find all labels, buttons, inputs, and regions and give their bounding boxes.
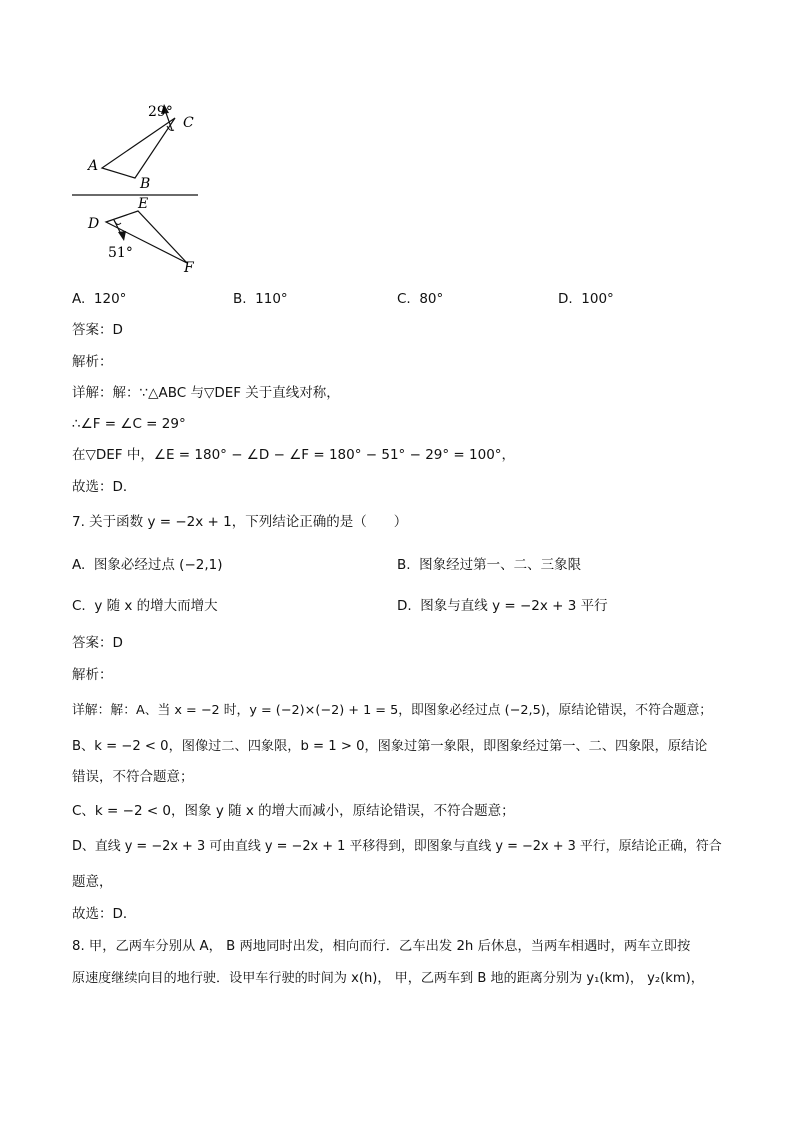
q7-option-b: B. 图象经过第一、二、三象限	[397, 557, 582, 573]
q6-option-b: B. 110°	[233, 291, 288, 307]
angle-arc-d	[114, 220, 121, 224]
q7-choose: 故选：D．	[72, 906, 137, 922]
q8-line-2: 原速度继续向目的地行驶．设甲车行驶的时间为 x(h)， 甲，乙两车到 B 地的距离分别为 y₁(km)， y₂(km)，	[72, 971, 704, 986]
q7-option-d: D. 图象与直线 y = −2x + 3 平行	[397, 598, 608, 614]
label-c: C	[183, 115, 194, 131]
q8-line-1: 8. 甲，乙两车分别从 A， B 两地同时出发，相向而行．乙车出发 2h 后休息，当两车相遇时，两车立即按	[72, 939, 691, 954]
q6-detail-3: 在▽DEF 中，∠E = 180° − ∠D − ∠F = 180° − 51° − 29° = 100°，	[72, 447, 516, 463]
q7-analysis: 解析：	[72, 667, 113, 683]
label-b: B	[140, 176, 151, 192]
label-51: 51°	[108, 245, 133, 261]
q6-analysis: 解析：	[72, 354, 113, 370]
triangle-figure	[70, 96, 210, 278]
q7-detail-1: 详解：解：A、当 x = −2 时，y = (−2)×(−2) + 1 = 5，即图象必经过点 (−2,5)，原结论错误，不符合题意；	[72, 703, 713, 718]
q6-option-a: A. 120°	[72, 291, 127, 307]
q7-detail-4a: D、直线 y = −2x + 3 可由直线 y = −2x + 1 平移得到，即图象与直线 y = −2x + 3 平行，原结论正确，符合	[72, 839, 722, 854]
q7-detail-4b: 题意，	[72, 874, 113, 890]
q7-detail-2a: B、k = −2 < 0，图像过二、四象限，b = 1 > 0，图象过第一象限，即图象经过第一、二、四象限，原结论	[72, 739, 708, 754]
label-f: F	[184, 260, 194, 276]
q7-detail-2b: 错误，不符合题意；	[72, 769, 194, 785]
label-29: 29°	[148, 104, 173, 120]
label-e: E	[138, 196, 149, 212]
q6-option-d: D. 100°	[558, 291, 614, 307]
q6-detail-1: 详解：解：∵△ABC 与▽DEF 关于直线对称，	[72, 385, 340, 401]
q6-option-c: C. 80°	[397, 291, 444, 307]
q6-detail-2: ∴∠F = ∠C = 29°	[72, 416, 186, 432]
q6-answer: 答案：D	[72, 322, 123, 338]
q7-question: 7. 关于函数 y = −2x + 1，下列结论正确的是（ ）	[72, 514, 408, 530]
q7-option-a: A. 图象必经过点 (−2,1)	[72, 557, 223, 573]
label-d: D	[88, 216, 100, 232]
arrow-d-head	[118, 231, 126, 241]
q7-answer: 答案：D	[72, 635, 123, 651]
q6-choose: 故选：D．	[72, 479, 137, 495]
triangle-abc	[102, 118, 175, 178]
q7-option-c: C. y 随 x 的增大而增大	[72, 598, 218, 614]
q7-detail-3: C、k = −2 < 0，图象 y 随 x 的增大而减小，原结论错误，不符合题意；	[72, 803, 515, 819]
label-a: A	[88, 158, 99, 174]
